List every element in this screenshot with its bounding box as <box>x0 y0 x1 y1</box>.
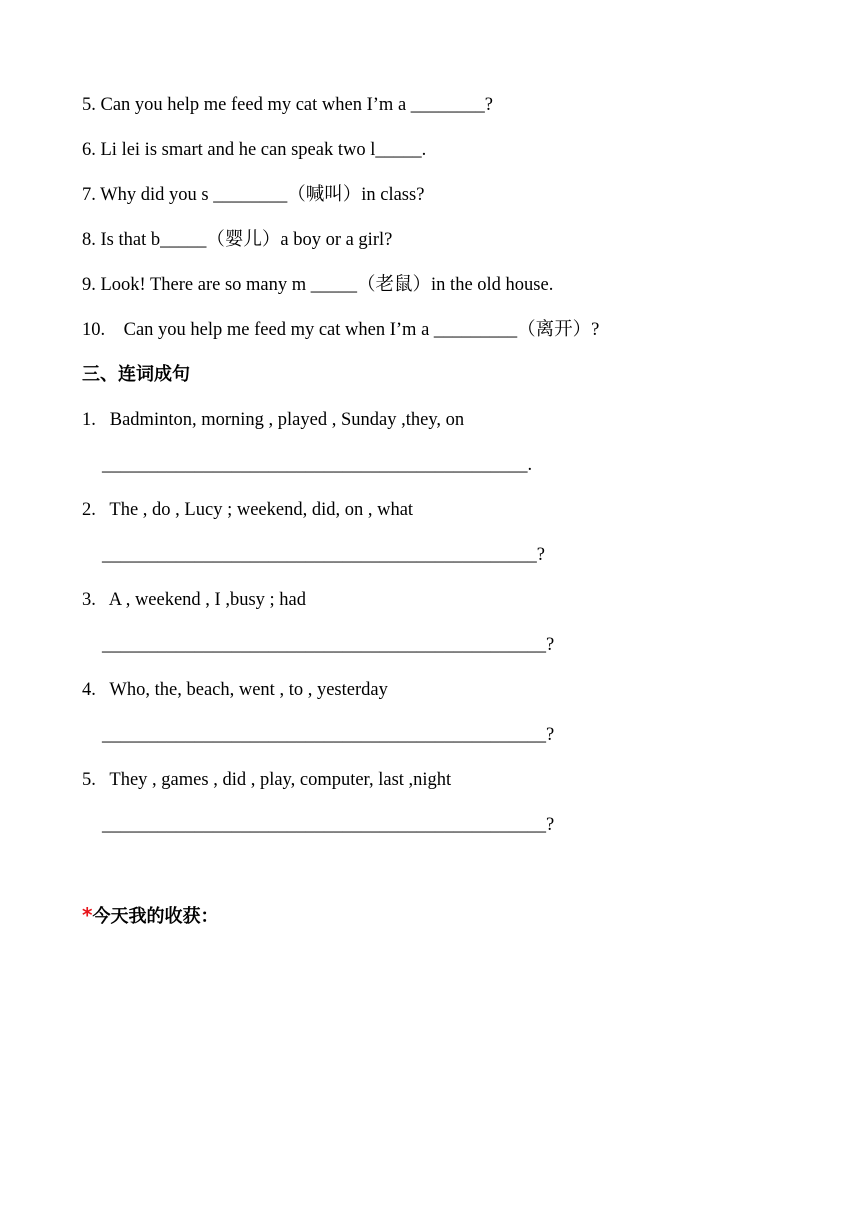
answer-line-4: ________________________________________________? <box>102 725 555 745</box>
reorder-prompt-3: 3. A , weekend , I ,busy ; had <box>82 590 307 610</box>
fill-in-item-6: 6. Li lei is smart and he can speak two l_____. <box>82 140 427 160</box>
answer-line-3: ________________________________________________? <box>102 635 555 655</box>
reorder-prompt-2: 2. The , do , Lucy ; weekend, did, on , what <box>82 500 414 520</box>
reorder-prompt-1: 1. Badminton, morning , played , Sunday ,they, on <box>82 410 465 430</box>
fill-in-item-7: 7. Why did you s ________（喊叫）in class? <box>82 185 425 205</box>
answer-line-5: ________________________________________________? <box>102 815 555 835</box>
section-heading: 三、连词成句 <box>82 364 190 385</box>
summary-row <box>82 903 218 929</box>
answer-line-2: _______________________________________________? <box>102 545 545 565</box>
star-icon: * <box>82 903 93 927</box>
fill-in-item-10: 10. Can you help me feed my cat when I’m a _________（离开）? <box>82 320 600 340</box>
answer-line-1: ______________________________________________. <box>102 455 533 475</box>
reorder-prompt-5: 5. They , games , did , play, computer, last ,night <box>82 770 452 790</box>
fill-in-item-8: 8. Is that b_____（婴儿）a boy or a girl? <box>82 230 393 250</box>
reorder-prompt-4: 4. Who, the, beach, went , to , yesterday <box>82 680 388 700</box>
fill-in-item-5: 5. Can you help me feed my cat when I’m a ________? <box>82 95 493 115</box>
fill-in-item-9: 9. Look! There are so many m _____（老鼠）in the old house. <box>82 275 554 295</box>
summary-label: 今天我的收获： <box>92 906 219 927</box>
